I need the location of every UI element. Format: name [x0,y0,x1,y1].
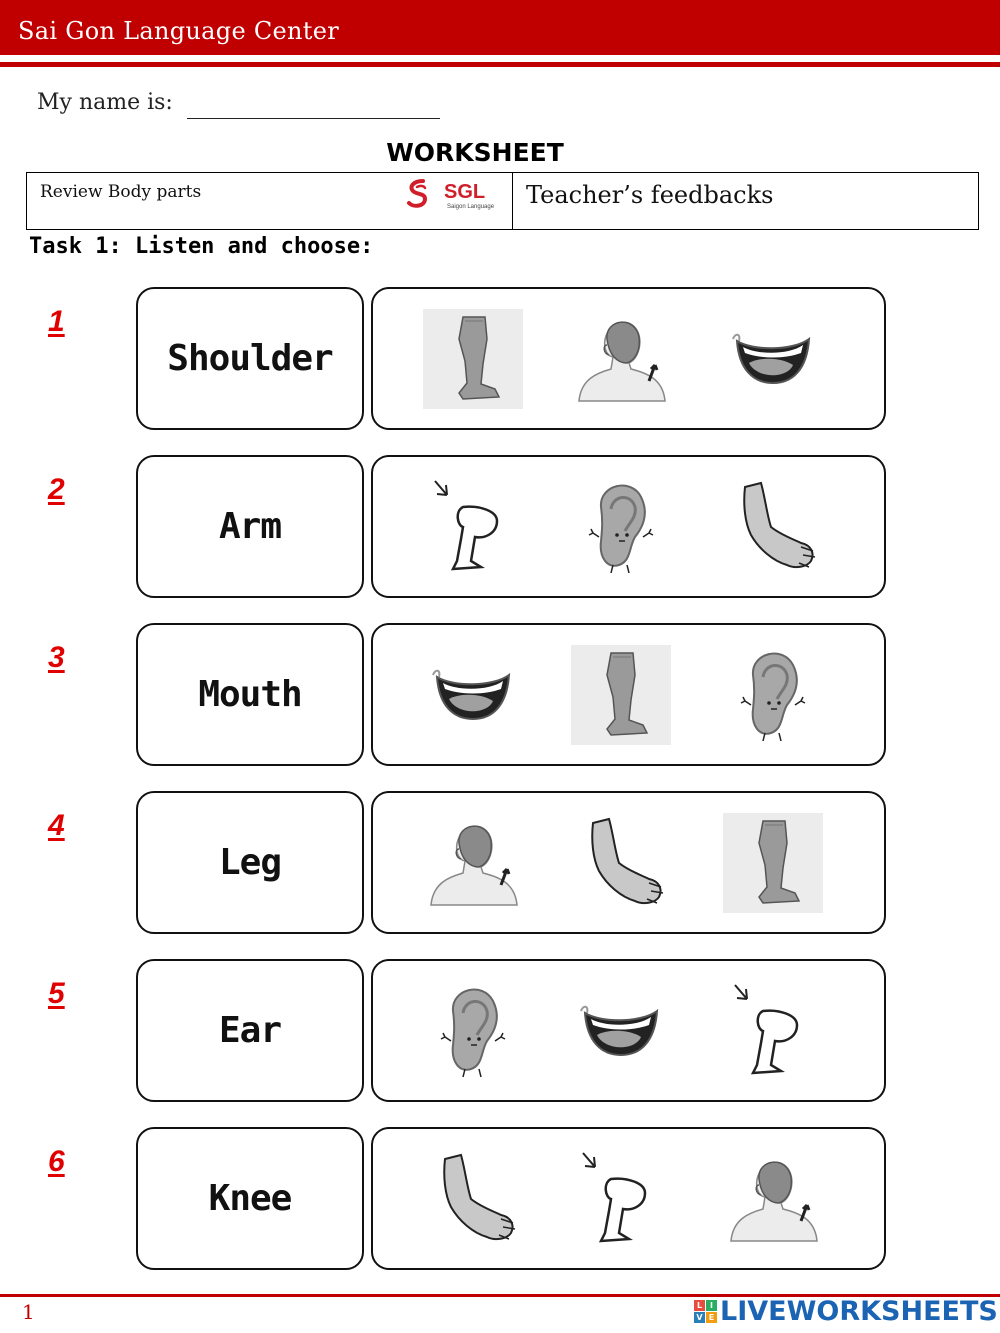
ear-icon[interactable] [571,477,671,577]
mouth-icon[interactable] [423,645,523,745]
word-label: Leg [218,842,282,883]
leg-icon[interactable] [423,309,523,409]
mouth-icon[interactable] [723,309,823,409]
shoulder-icon[interactable] [571,309,671,409]
picture-choices [371,623,886,766]
badge-letter: I [706,1300,717,1311]
sgl-logo [405,177,505,211]
knee-icon[interactable] [423,477,523,577]
leg-icon[interactable] [723,813,823,913]
item-number: 1 [48,305,65,338]
liveworksheets-brand: LIVEWORKSHEETS [720,1296,998,1327]
worksheet-title: WORKSHEET [386,138,564,167]
knee-icon[interactable] [571,1149,671,1249]
liveworksheets-logo [694,1296,998,1327]
header-bar [0,0,1000,55]
picture-choices [371,287,886,430]
word-label: Mouth [198,674,302,715]
shoulder-icon[interactable] [723,1149,823,1249]
logo-text: SGL [444,181,486,203]
word-card [136,287,364,430]
picture-choices [371,959,886,1102]
word-card [136,791,364,934]
word-label: Ear [218,1010,282,1051]
info-table [26,172,979,230]
badge-letter: V [694,1312,705,1323]
page-number: 1 [22,1300,35,1324]
arm-icon[interactable] [423,1149,523,1249]
picture-choices [371,1127,886,1270]
word-card [136,959,364,1102]
badge-letter: E [706,1312,717,1323]
mouth-icon[interactable] [571,981,671,1081]
word-label: Arm [218,506,282,547]
picture-choices [371,455,886,598]
item-number: 3 [48,641,65,674]
knee-icon[interactable] [723,981,823,1081]
name-field[interactable] [187,118,440,119]
name-label: My name is: [37,90,173,115]
logo-subtext: Saigon Language [447,204,495,210]
arm-icon[interactable] [723,477,823,577]
word-label: Knee [208,1178,292,1219]
header-title: Sai Gon Language Center [18,17,340,45]
item-number: 4 [48,809,65,842]
feedback-label: Teacher’s feedbacks [526,181,774,209]
word-card [136,623,364,766]
topic-label: Review Body parts [40,182,202,202]
ear-icon[interactable] [723,645,823,745]
ear-icon[interactable] [423,981,523,1081]
picture-choices [371,791,886,934]
arm-icon[interactable] [571,813,671,913]
leg-icon[interactable] [571,645,671,745]
liveworksheets-badge [694,1300,717,1323]
item-number: 6 [48,1145,65,1178]
info-left-cell [27,173,513,229]
badge-letter: L [694,1300,705,1311]
item-number: 5 [48,977,65,1010]
task-label: Task 1: Listen and choose: [29,234,374,259]
item-number: 2 [48,473,65,506]
shoulder-icon[interactable] [423,813,523,913]
header-divider [0,62,1000,67]
word-label: Shoulder [167,338,333,379]
word-card [136,1127,364,1270]
word-card [136,455,364,598]
